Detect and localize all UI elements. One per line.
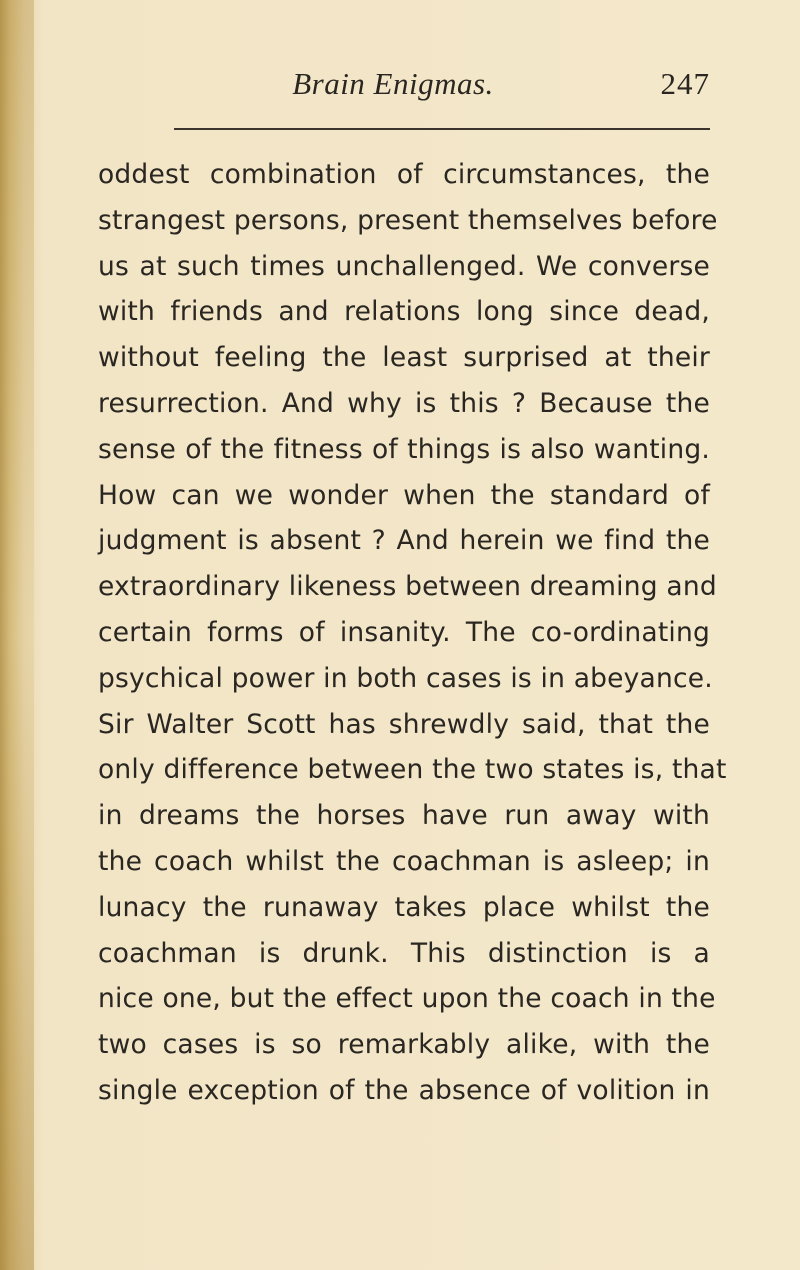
text-line: judgment is absent ? And herein we find the — [98, 525, 710, 557]
text-line: oddest combination of circumstances, the — [98, 159, 710, 190]
text-line: psychical power in both cases is in abeyance. — [98, 662, 713, 694]
text-line: us at such times unchallenged. We converse — [98, 250, 710, 282]
text-line: only difference between the two states is, that — [98, 754, 727, 786]
page-gutter-shadow — [0, 0, 34, 1270]
running-head — [98, 66, 710, 106]
text-line: strangest persons, present themselves before — [98, 204, 718, 236]
text-line: with friends and relations long since dead, — [98, 296, 710, 328]
text-line: without feeling the least surprised at their — [98, 342, 710, 374]
text-line: Sir Walter Scott has shrewdly said, that the — [98, 708, 710, 740]
body-text — [98, 152, 727, 1114]
text-line: How can we wonder when the standard of — [98, 479, 710, 511]
page-number: 247 — [660, 66, 710, 101]
running-head-title: Brain Enigmas. — [292, 66, 494, 101]
text-line: sense of the fitness of things is also wanting. — [98, 433, 710, 465]
text-line: two cases is so remarkably alike, with the — [98, 1029, 710, 1061]
text-line: single exception of the absence of volition in — [98, 1074, 710, 1106]
text-line: resurrection. And why is this ? Because the — [98, 387, 710, 419]
text-line: certain forms of insanity. The co-ordinating — [98, 616, 710, 648]
text-line: extraordinary likeness between dreaming and — [98, 571, 717, 603]
text-line: lunacy the runaway takes place whilst the — [98, 891, 710, 923]
header-rule — [174, 128, 710, 130]
text-line: coachman is drunk. This distinction is a — [98, 937, 710, 969]
text-line: the coach whilst the coachman is asleep; in — [98, 845, 710, 877]
text-line: in dreams the horses have run away with — [98, 800, 710, 832]
text-line: nice one, but the effect upon the coach in the — [98, 983, 716, 1015]
